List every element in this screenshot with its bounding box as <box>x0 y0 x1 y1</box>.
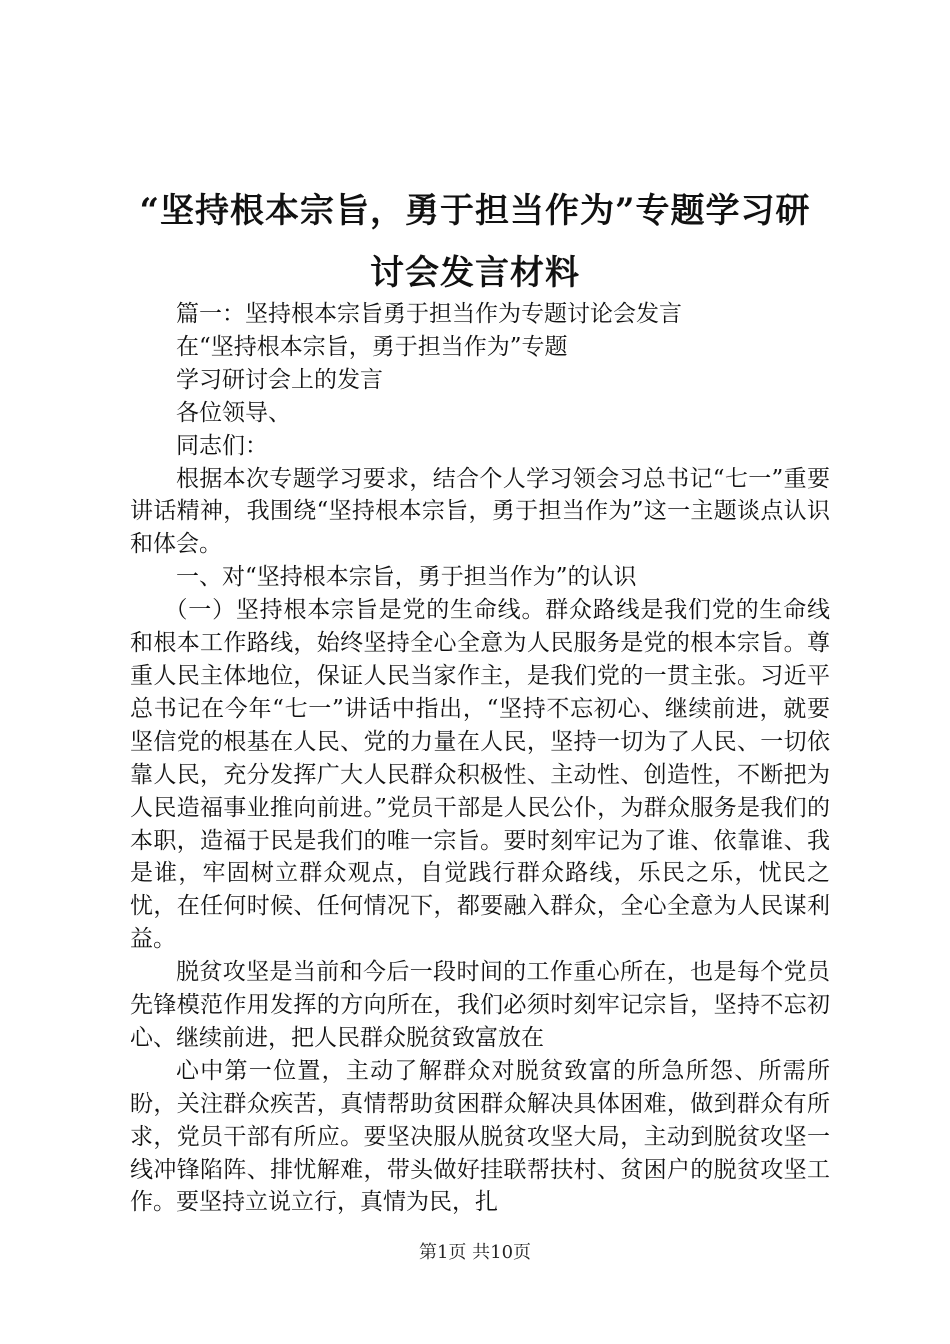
paragraph-intro: 根据本次专题学习要求，结合个人学习领会习总书记“七一”重要讲话精神，我围绕“坚持根本宗旨，勇于担当作为”这一主题谈点认识和体会。 <box>130 465 830 558</box>
page-number-footer: 第1页 共10页 <box>418 1242 532 1263</box>
paragraph-salutation-2: 同志们： <box>176 432 268 459</box>
paragraph-section-heading: 一、对“坚持根本宗旨，勇于担当作为”的认识 <box>176 564 637 591</box>
document-title-line-2: 讨会发言材料 <box>370 253 580 293</box>
paragraph-speech-title-1: 在“坚持根本宗旨，勇于担当作为”专题 <box>176 333 568 360</box>
paragraph-body-3: 心中第一位置，主动了解群众对脱贫致富的所急所怨、所需所盼，关注群众疾苦，真情帮助贫困群众解决具体困难，做到群众有所求，党员干部有所应。要坚决服从脱贫攻坚大局，主动到脱贫攻坚一线冲锋陷阵、排忧解难，带头做好挂联帮扶村、贫困户的脱贫攻坚工作。要坚持立说立行，真情为民，扎 <box>130 1057 830 1216</box>
paragraph-speech-title-2: 学习研讨会上的发言 <box>176 366 383 393</box>
document-title-line-1: “坚持根本宗旨，勇于担当作为”专题学习研 <box>139 191 811 231</box>
paragraph-body-2: 脱贫攻坚是当前和今后一段时间的工作重心所在，也是每个党员先锋模范作用发挥的方向所在，我们必须时刻牢记宗旨，坚持不忘初心、继续前进，把人民群众脱贫致富放在 <box>130 959 830 1051</box>
paragraph-body-1: （一）坚持根本宗旨是党的生命线。群众路线是我们党的生命线和根本工作路线，始终坚持全心全意为人民服务是党的根本宗旨。尊重人民主体地位，保证人民当家作主，是我们党的一贯主张。习近平总书记在今年“七一”讲话中指出，“坚持不忘初心、继续前进，就要坚信党的根基在人民、党的力量在人民，坚持一切为了人民、一切依靠人民，充分发挥广大人民群众积极性、主动性、创造性，不断把为人民造福事业推向前进。”党员干部是人民公仆，为群众服务是我们的本职，造福于民是我们的唯一宗旨。要时刻牢记为了谁、依靠谁、我是谁，牢固树立群众观点，自觉践行群众路线，乐民之乐，忧民之忧，在任何时候、任何情况下，都要融入群众，全心全意为人民谋利益。 <box>130 597 830 953</box>
paragraph-heading: 篇一：坚持根本宗旨勇于担当作为专题讨论会发言 <box>176 301 682 327</box>
paragraph-salutation-1: 各位领导、 <box>176 399 291 426</box>
document-body <box>130 298 830 1219</box>
